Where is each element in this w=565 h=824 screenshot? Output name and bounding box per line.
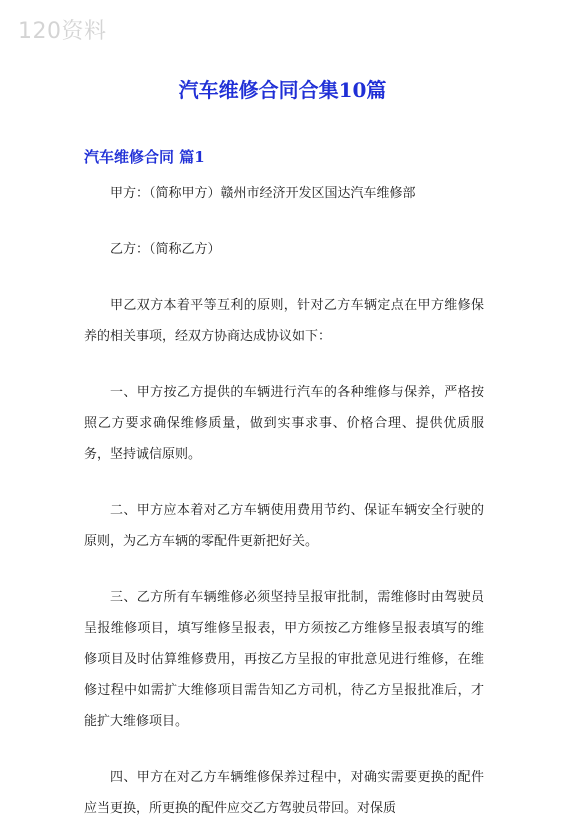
paragraph-party-a: 甲方：（简称甲方）赣州市经济开发区国达汽车维修部: [110, 186, 416, 201]
paragraph-preamble: 甲乙双方本着平等互利的原则，针对乙方车辆定点在甲方维修保养的相关事项，经双方协商达成协议如下：: [84, 298, 484, 344]
watermark: 120资料: [18, 19, 107, 44]
document-title: 汽车维修合同合集10篇: [178, 78, 387, 102]
paragraph-clause-1: 一、甲方按乙方提供的车辆进行汽车的各种维修与保养，严格按照乙方要求确保维修质量，做到实事求事、价格合理、提供优质服务，坚持诚信原则。: [84, 385, 484, 462]
paragraph-party-b: 乙方：（简称乙方）: [110, 242, 221, 257]
section-heading: 汽车维修合同 篇1: [84, 148, 205, 166]
paragraph-clause-2: 二、甲方应本着对乙方车辆使用费用节约、保证车辆安全行驶的原则，为乙方车辆的零配件更新把好关。: [84, 503, 484, 549]
paragraph-clause-4: 四、甲方在对乙方车辆维修保养过程中，对确实需要更换的配件应当更换，所更换的配件应交乙方驾驶员带回。对保质: [84, 770, 484, 816]
document-body: [84, 178, 484, 824]
paragraph-clause-3: 三、乙方所有车辆维修必须坚持呈报审批制，需维修时由驾驶员呈报维修项目，填写维修呈报表，甲方须按乙方维修呈报表填写的维修项目及时估算维修费用，再按乙方呈报的审批意见进行维修，在维修过程中如需扩大维修项目需告知乙方司机，待乙方呈报批准后，才能扩大维修项目。: [84, 590, 484, 729]
